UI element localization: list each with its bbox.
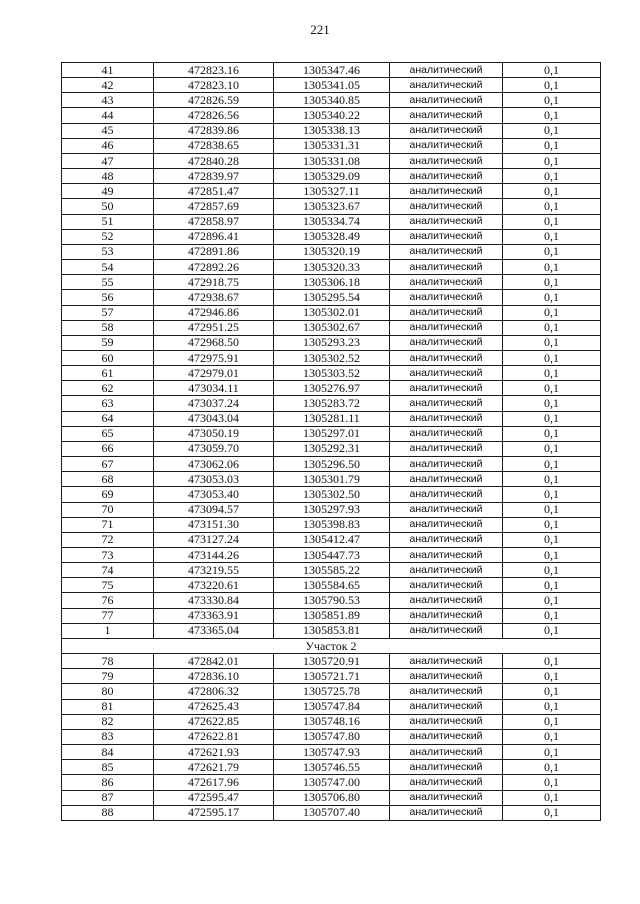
- method-cell: аналитический: [390, 729, 503, 744]
- method-cell: аналитический: [390, 805, 503, 820]
- coord-x-cell: 473151.30: [154, 517, 274, 532]
- coord-x-cell: 473365.04: [154, 623, 274, 638]
- method-cell: аналитический: [390, 396, 503, 411]
- coord-x-cell: 472851.47: [154, 184, 274, 199]
- point-number-cell: 48: [62, 169, 154, 184]
- point-number-cell: 68: [62, 472, 154, 487]
- point-number-cell: 54: [62, 260, 154, 275]
- accuracy-cell: 0,1: [503, 502, 601, 517]
- accuracy-cell: 0,1: [503, 93, 601, 108]
- method-cell: аналитический: [390, 563, 503, 578]
- method-cell: аналитический: [390, 138, 503, 153]
- accuracy-cell: 0,1: [503, 654, 601, 669]
- method-cell: аналитический: [390, 184, 503, 199]
- table-row: [62, 229, 601, 244]
- accuracy-cell: 0,1: [503, 714, 601, 729]
- point-number-cell: 65: [62, 426, 154, 441]
- coord-y-cell: 1305302.50: [274, 487, 390, 502]
- point-number-cell: 49: [62, 184, 154, 199]
- accuracy-cell: 0,1: [503, 457, 601, 472]
- point-number-cell: 56: [62, 290, 154, 305]
- method-cell: аналитический: [390, 487, 503, 502]
- method-cell: аналитический: [390, 790, 503, 805]
- table-row: [62, 684, 601, 699]
- point-number-cell: 63: [62, 396, 154, 411]
- method-cell: аналитический: [390, 426, 503, 441]
- method-cell: аналитический: [390, 669, 503, 684]
- accuracy-cell: 0,1: [503, 472, 601, 487]
- coord-x-cell: 473363.91: [154, 608, 274, 623]
- table-row: [62, 699, 601, 714]
- coord-x-cell: 472979.01: [154, 366, 274, 381]
- table-row: [62, 441, 601, 456]
- table-row: [62, 244, 601, 259]
- point-number-cell: 59: [62, 335, 154, 350]
- table-row: [62, 517, 601, 532]
- accuracy-cell: 0,1: [503, 199, 601, 214]
- accuracy-cell: 0,1: [503, 517, 601, 532]
- table-row: [62, 320, 601, 335]
- table-row: [62, 108, 601, 123]
- point-number-cell: 71: [62, 517, 154, 532]
- method-cell: аналитический: [390, 441, 503, 456]
- coord-x-cell: 473220.61: [154, 578, 274, 593]
- point-number-cell: 47: [62, 153, 154, 168]
- coord-y-cell: 1305707.40: [274, 805, 390, 820]
- method-cell: аналитический: [390, 320, 503, 335]
- point-number-cell: 1: [62, 623, 154, 638]
- table-row: [62, 790, 601, 805]
- point-number-cell: 64: [62, 411, 154, 426]
- point-number-cell: 70: [62, 502, 154, 517]
- coord-y-cell: 1305338.13: [274, 123, 390, 138]
- coord-y-cell: 1305328.49: [274, 229, 390, 244]
- coord-y-cell: 1305720.91: [274, 654, 390, 669]
- accuracy-cell: 0,1: [503, 78, 601, 93]
- method-cell: аналитический: [390, 108, 503, 123]
- method-cell: аналитический: [390, 214, 503, 229]
- coord-x-cell: 472842.01: [154, 654, 274, 669]
- table-row: [62, 78, 601, 93]
- point-number-cell: 86: [62, 775, 154, 790]
- coord-x-cell: 472625.43: [154, 699, 274, 714]
- accuracy-cell: 0,1: [503, 729, 601, 744]
- coord-x-cell: 472858.97: [154, 214, 274, 229]
- table-row: [62, 548, 601, 563]
- accuracy-cell: 0,1: [503, 548, 601, 563]
- coord-x-cell: 472595.17: [154, 805, 274, 820]
- coord-x-cell: 472968.50: [154, 335, 274, 350]
- coord-y-cell: 1305276.97: [274, 381, 390, 396]
- coord-x-cell: 472622.81: [154, 729, 274, 744]
- method-cell: аналитический: [390, 153, 503, 168]
- table-row: [62, 805, 601, 820]
- coord-x-cell: 472975.91: [154, 350, 274, 365]
- table-row: [62, 578, 601, 593]
- table-row: [62, 502, 601, 517]
- coord-y-cell: 1305297.01: [274, 426, 390, 441]
- table-row: [62, 729, 601, 744]
- accuracy-cell: 0,1: [503, 623, 601, 638]
- method-cell: аналитический: [390, 760, 503, 775]
- method-cell: аналитический: [390, 366, 503, 381]
- method-cell: аналитический: [390, 411, 503, 426]
- coord-y-cell: 1305585.22: [274, 563, 390, 578]
- method-cell: аналитический: [390, 123, 503, 138]
- table-row: [62, 472, 601, 487]
- method-cell: аналитический: [390, 745, 503, 760]
- method-cell: аналитический: [390, 654, 503, 669]
- table-row: [62, 123, 601, 138]
- table-row: [62, 366, 601, 381]
- coord-x-cell: 473127.24: [154, 532, 274, 547]
- point-number-cell: 83: [62, 729, 154, 744]
- method-cell: аналитический: [390, 335, 503, 350]
- coord-y-cell: 1305347.46: [274, 63, 390, 78]
- section-row: [62, 638, 601, 653]
- accuracy-cell: 0,1: [503, 381, 601, 396]
- accuracy-cell: 0,1: [503, 532, 601, 547]
- point-number-cell: 79: [62, 669, 154, 684]
- coord-x-cell: 472836.10: [154, 669, 274, 684]
- coord-y-cell: 1305412.47: [274, 532, 390, 547]
- table-row: [62, 169, 601, 184]
- coord-x-cell: 472838.65: [154, 138, 274, 153]
- method-cell: аналитический: [390, 684, 503, 699]
- point-number-cell: 42: [62, 78, 154, 93]
- accuracy-cell: 0,1: [503, 441, 601, 456]
- point-number-cell: 61: [62, 366, 154, 381]
- point-number-cell: 45: [62, 123, 154, 138]
- coord-x-cell: 472839.97: [154, 169, 274, 184]
- method-cell: аналитический: [390, 290, 503, 305]
- coord-y-cell: 1305292.31: [274, 441, 390, 456]
- accuracy-cell: 0,1: [503, 123, 601, 138]
- method-cell: аналитический: [390, 699, 503, 714]
- method-cell: аналитический: [390, 623, 503, 638]
- table-row: [62, 93, 601, 108]
- coord-y-cell: 1305340.22: [274, 108, 390, 123]
- table-row: [62, 350, 601, 365]
- coord-y-cell: 1305302.52: [274, 350, 390, 365]
- point-number-cell: 50: [62, 199, 154, 214]
- table-row: [62, 760, 601, 775]
- point-number-cell: 82: [62, 714, 154, 729]
- table-row: [62, 153, 601, 168]
- method-cell: аналитический: [390, 305, 503, 320]
- accuracy-cell: 0,1: [503, 563, 601, 578]
- table-row: [62, 608, 601, 623]
- table-row: [62, 184, 601, 199]
- point-number-cell: 57: [62, 305, 154, 320]
- method-cell: аналитический: [390, 517, 503, 532]
- point-number-cell: 84: [62, 745, 154, 760]
- coord-y-cell: 1305283.72: [274, 396, 390, 411]
- table-row: [62, 138, 601, 153]
- accuracy-cell: 0,1: [503, 578, 601, 593]
- coord-y-cell: 1305293.23: [274, 335, 390, 350]
- coord-y-cell: 1305297.93: [274, 502, 390, 517]
- accuracy-cell: 0,1: [503, 108, 601, 123]
- coord-x-cell: 472857.69: [154, 199, 274, 214]
- coord-y-cell: 1305327.11: [274, 184, 390, 199]
- coord-y-cell: 1305725.78: [274, 684, 390, 699]
- method-cell: аналитический: [390, 169, 503, 184]
- table-row: [62, 669, 601, 684]
- accuracy-cell: 0,1: [503, 669, 601, 684]
- accuracy-cell: 0,1: [503, 260, 601, 275]
- coord-x-cell: 472622.85: [154, 714, 274, 729]
- coord-y-cell: 1305853.81: [274, 623, 390, 638]
- coord-y-cell: 1305747.80: [274, 729, 390, 744]
- coord-x-cell: 472621.79: [154, 760, 274, 775]
- coord-y-cell: 1305341.05: [274, 78, 390, 93]
- method-cell: аналитический: [390, 244, 503, 259]
- coord-y-cell: 1305329.09: [274, 169, 390, 184]
- accuracy-cell: 0,1: [503, 153, 601, 168]
- accuracy-cell: 0,1: [503, 790, 601, 805]
- table-row: [62, 396, 601, 411]
- coord-y-cell: 1305398.83: [274, 517, 390, 532]
- coord-x-cell: 473219.55: [154, 563, 274, 578]
- point-number-cell: 58: [62, 320, 154, 335]
- coord-x-cell: 472840.28: [154, 153, 274, 168]
- method-cell: аналитический: [390, 608, 503, 623]
- coord-x-cell: 473053.40: [154, 487, 274, 502]
- point-number-cell: 51: [62, 214, 154, 229]
- table-row: [62, 411, 601, 426]
- table-row: [62, 593, 601, 608]
- coord-x-cell: 473050.19: [154, 426, 274, 441]
- coord-x-cell: 472823.10: [154, 78, 274, 93]
- point-number-cell: 41: [62, 63, 154, 78]
- accuracy-cell: 0,1: [503, 320, 601, 335]
- point-number-cell: 81: [62, 699, 154, 714]
- accuracy-cell: 0,1: [503, 275, 601, 290]
- coord-y-cell: 1305747.93: [274, 745, 390, 760]
- table-row: [62, 305, 601, 320]
- coord-y-cell: 1305296.50: [274, 457, 390, 472]
- method-cell: аналитический: [390, 260, 503, 275]
- accuracy-cell: 0,1: [503, 775, 601, 790]
- accuracy-cell: 0,1: [503, 426, 601, 441]
- table-row: [62, 260, 601, 275]
- accuracy-cell: 0,1: [503, 699, 601, 714]
- coord-y-cell: 1305340.85: [274, 93, 390, 108]
- point-number-cell: 72: [62, 532, 154, 547]
- coord-y-cell: 1305706.80: [274, 790, 390, 805]
- coord-x-cell: 473330.84: [154, 593, 274, 608]
- page-number: 221: [310, 22, 330, 37]
- method-cell: аналитический: [390, 775, 503, 790]
- point-number-cell: 67: [62, 457, 154, 472]
- coord-x-cell: 473043.04: [154, 411, 274, 426]
- method-cell: аналитический: [390, 714, 503, 729]
- table-row: [62, 714, 601, 729]
- point-number-cell: 60: [62, 350, 154, 365]
- coord-x-cell: 473059.70: [154, 441, 274, 456]
- point-number-cell: 74: [62, 563, 154, 578]
- coord-y-cell: 1305747.84: [274, 699, 390, 714]
- accuracy-cell: 0,1: [503, 63, 601, 78]
- coord-x-cell: 472621.93: [154, 745, 274, 760]
- coord-x-cell: 473062.06: [154, 457, 274, 472]
- coord-y-cell: 1305447.73: [274, 548, 390, 563]
- coord-x-cell: 473034.11: [154, 381, 274, 396]
- point-number-cell: 69: [62, 487, 154, 502]
- method-cell: аналитический: [390, 350, 503, 365]
- point-number-cell: 76: [62, 593, 154, 608]
- table-row: [62, 199, 601, 214]
- accuracy-cell: 0,1: [503, 396, 601, 411]
- coord-x-cell: 472938.67: [154, 290, 274, 305]
- method-cell: аналитический: [390, 578, 503, 593]
- point-number-cell: 73: [62, 548, 154, 563]
- accuracy-cell: 0,1: [503, 244, 601, 259]
- coord-y-cell: 1305306.18: [274, 275, 390, 290]
- point-number-cell: 52: [62, 229, 154, 244]
- coord-x-cell: 473053.03: [154, 472, 274, 487]
- method-cell: аналитический: [390, 532, 503, 547]
- table-row: [62, 426, 601, 441]
- point-number-cell: 66: [62, 441, 154, 456]
- point-number-cell: 77: [62, 608, 154, 623]
- table-row: [62, 745, 601, 760]
- coord-x-cell: 472839.86: [154, 123, 274, 138]
- accuracy-cell: 0,1: [503, 305, 601, 320]
- point-number-cell: 78: [62, 654, 154, 669]
- accuracy-cell: 0,1: [503, 350, 601, 365]
- method-cell: аналитический: [390, 63, 503, 78]
- coord-x-cell: 472946.86: [154, 305, 274, 320]
- coord-x-cell: 473037.24: [154, 396, 274, 411]
- accuracy-cell: 0,1: [503, 184, 601, 199]
- coord-y-cell: 1305746.55: [274, 760, 390, 775]
- table-row: [62, 63, 601, 78]
- coord-x-cell: 472826.59: [154, 93, 274, 108]
- accuracy-cell: 0,1: [503, 608, 601, 623]
- accuracy-cell: 0,1: [503, 593, 601, 608]
- accuracy-cell: 0,1: [503, 138, 601, 153]
- method-cell: аналитический: [390, 229, 503, 244]
- coord-y-cell: 1305303.52: [274, 366, 390, 381]
- method-cell: аналитический: [390, 275, 503, 290]
- coord-y-cell: 1305301.79: [274, 472, 390, 487]
- accuracy-cell: 0,1: [503, 229, 601, 244]
- accuracy-cell: 0,1: [503, 335, 601, 350]
- accuracy-cell: 0,1: [503, 290, 601, 305]
- coord-y-cell: 1305790.53: [274, 593, 390, 608]
- accuracy-cell: 0,1: [503, 169, 601, 184]
- method-cell: аналитический: [390, 457, 503, 472]
- table-row: [62, 381, 601, 396]
- accuracy-cell: 0,1: [503, 487, 601, 502]
- coord-y-cell: 1305323.67: [274, 199, 390, 214]
- method-cell: аналитический: [390, 199, 503, 214]
- coord-y-cell: 1305584.65: [274, 578, 390, 593]
- coord-x-cell: 472823.16: [154, 63, 274, 78]
- point-number-cell: 44: [62, 108, 154, 123]
- coord-x-cell: 472617.96: [154, 775, 274, 790]
- table-row: [62, 457, 601, 472]
- coord-y-cell: 1305334.74: [274, 214, 390, 229]
- table-row: [62, 563, 601, 578]
- coord-y-cell: 1305748.16: [274, 714, 390, 729]
- method-cell: аналитический: [390, 93, 503, 108]
- method-cell: аналитический: [390, 593, 503, 608]
- table-row: [62, 335, 601, 350]
- coordinates-table-body: [62, 63, 601, 821]
- method-cell: аналитический: [390, 472, 503, 487]
- table-row: [62, 275, 601, 290]
- point-number-cell: 62: [62, 381, 154, 396]
- table-row: [62, 290, 601, 305]
- coord-y-cell: 1305331.31: [274, 138, 390, 153]
- table-row: [62, 487, 601, 502]
- accuracy-cell: 0,1: [503, 366, 601, 381]
- method-cell: аналитический: [390, 502, 503, 517]
- coord-x-cell: 473144.26: [154, 548, 274, 563]
- method-cell: аналитический: [390, 381, 503, 396]
- coord-y-cell: 1305331.08: [274, 153, 390, 168]
- coord-y-cell: 1305302.67: [274, 320, 390, 335]
- coord-x-cell: 472891.86: [154, 244, 274, 259]
- method-cell: аналитический: [390, 78, 503, 93]
- point-number-cell: 75: [62, 578, 154, 593]
- coord-x-cell: 472918.75: [154, 275, 274, 290]
- table-row: [62, 775, 601, 790]
- accuracy-cell: 0,1: [503, 411, 601, 426]
- coord-y-cell: 1305320.33: [274, 260, 390, 275]
- coord-y-cell: 1305281.11: [274, 411, 390, 426]
- coord-x-cell: 473094.57: [154, 502, 274, 517]
- table-row: [62, 532, 601, 547]
- point-number-cell: 55: [62, 275, 154, 290]
- point-number-cell: 53: [62, 244, 154, 259]
- coordinates-table: [61, 62, 601, 821]
- accuracy-cell: 0,1: [503, 805, 601, 820]
- point-number-cell: 87: [62, 790, 154, 805]
- coord-x-cell: 472826.56: [154, 108, 274, 123]
- coord-y-cell: 1305721.71: [274, 669, 390, 684]
- coord-x-cell: 472806.32: [154, 684, 274, 699]
- accuracy-cell: 0,1: [503, 760, 601, 775]
- table-row: [62, 623, 601, 638]
- table-row: [62, 654, 601, 669]
- coord-y-cell: 1305747.00: [274, 775, 390, 790]
- coord-x-cell: 472892.26: [154, 260, 274, 275]
- table-row: [62, 214, 601, 229]
- accuracy-cell: 0,1: [503, 745, 601, 760]
- method-cell: аналитический: [390, 548, 503, 563]
- coord-y-cell: 1305295.54: [274, 290, 390, 305]
- coord-y-cell: 1305851.89: [274, 608, 390, 623]
- coord-x-cell: 472595.47: [154, 790, 274, 805]
- coord-x-cell: 472951.25: [154, 320, 274, 335]
- coord-y-cell: 1305320.19: [274, 244, 390, 259]
- point-number-cell: 80: [62, 684, 154, 699]
- coord-x-cell: 472896.41: [154, 229, 274, 244]
- point-number-cell: 43: [62, 93, 154, 108]
- point-number-cell: 85: [62, 760, 154, 775]
- accuracy-cell: 0,1: [503, 214, 601, 229]
- point-number-cell: 88: [62, 805, 154, 820]
- coord-y-cell: 1305302.01: [274, 305, 390, 320]
- accuracy-cell: 0,1: [503, 684, 601, 699]
- point-number-cell: 46: [62, 138, 154, 153]
- section-title: Участок 2: [62, 638, 601, 653]
